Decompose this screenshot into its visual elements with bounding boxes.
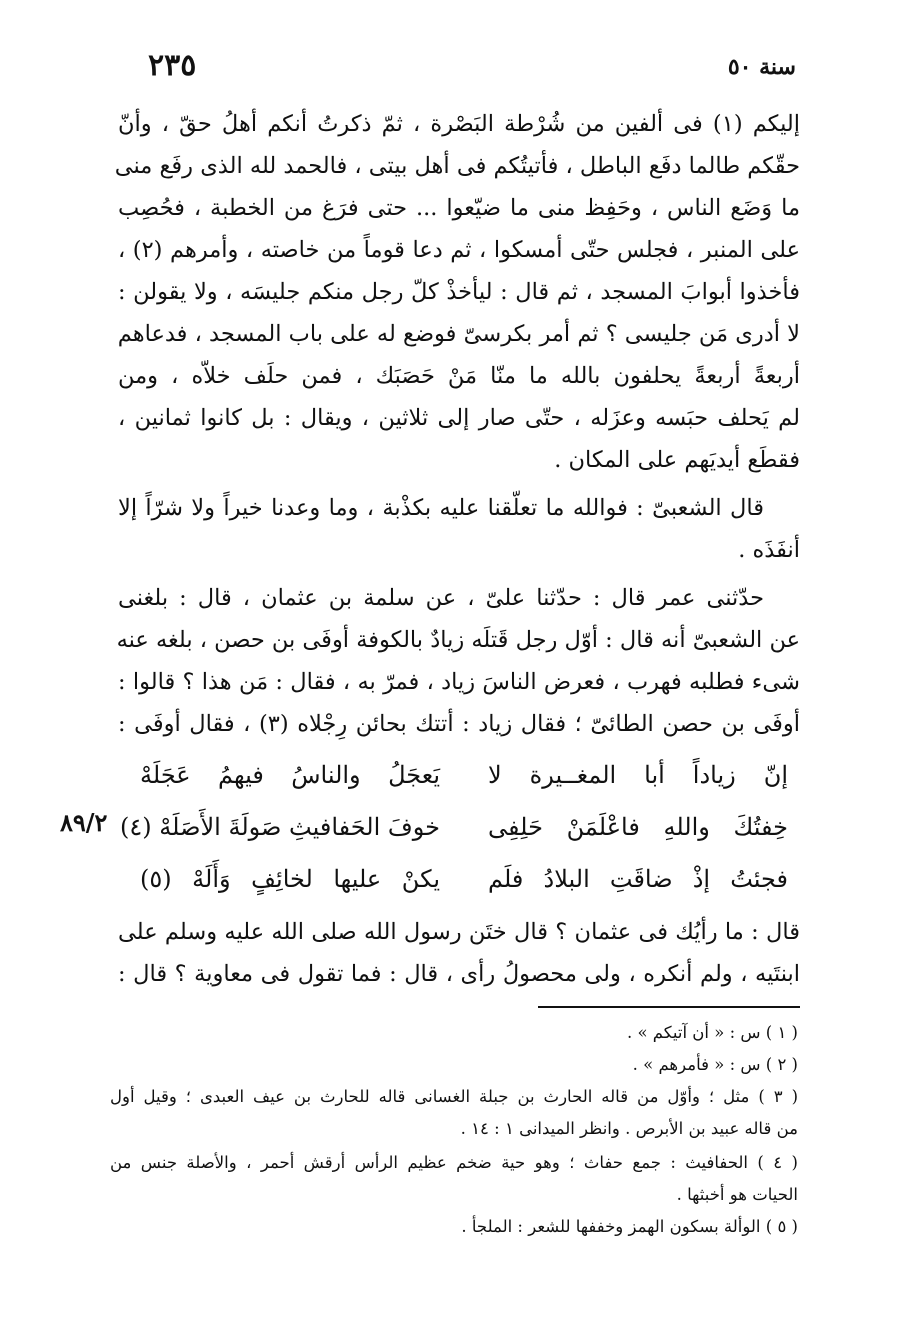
verse-first-hemistich: إنّ زياداً أبا المغــيرة لا	[488, 761, 788, 789]
text-line: لا أدرى مَن جليسى ؟ ثم أمر بكرسىّ فوضع له على باب المسجد ، فدعاهم	[117, 321, 800, 347]
poem-verse	[140, 752, 788, 798]
verse-first-hemistich: فجئتُ إذْ ضاقَتِ البلادُ فلَم	[488, 865, 788, 893]
text-line: قال : ما رأيُك فى عثمان ؟ قال ختَن رسول الله صلى الله عليه وسلم على	[118, 919, 800, 945]
text-line: أربعةً أربعةً يحلفون بالله ما منّا مَنْ حَصَبَك ، فمن حلَف خلاّه ، ومن	[118, 363, 800, 389]
footnote-continuation: من قاله عبيد بن الأبرص . وانظر الميدانى ١ : ١٤ .	[460, 1119, 798, 1138]
text-line: أنفَذَه .	[738, 537, 800, 563]
footnote: ( ٤ ) الحفافيث : جمع حفاث ؛ وهو حية ضخم عظيم الرأس أرقش أحمر ، والأصلة جنس من	[110, 1153, 798, 1172]
verse-first-hemistich: خِفتُكَ واللهِ فاعْلَمَنْ حَلِفِى	[488, 813, 788, 841]
text-line: حقّكم طالما دفَع الباطل ، فأتيتُكم فى أهل بيتى ، فالحمد لله الذى رفَع منى	[114, 153, 800, 179]
poem-verse	[120, 804, 788, 850]
text-line: لم يَحلف حبَسه وعزَله ، حتّى صار إلى ثلاثين ، ويقال : بل كانوا ثمانين ،	[118, 405, 800, 431]
running-header-year: سنة ٥٠	[727, 54, 796, 80]
footnote-continuation: الحيات هو أخبثها .	[676, 1185, 798, 1204]
footnote: ( ١ ) س : « أن آتيكم » .	[626, 1023, 798, 1042]
verse-second-hemistich: يكنْ عليها لخائِفٍ وَأَلَهْ (٥)	[140, 865, 440, 893]
text-line: فأخذوا أبوابَ المسجد ، ثم قال : ليأخذْ كلّ رجل منكم جليسَه ، ولا يقولن :	[118, 279, 800, 305]
footnote: ( ٣ ) مثل ؛ وأوّل من قاله الحارث بن جبلة الغسانى قاله للحارث بن عيف العبدى ؛ وقيل أول	[110, 1087, 799, 1106]
text-line: ما وَضَع الناس ، وحَفِظ منى ما ضيّعوا ... حتى فرَغ من الخطبة ، فحُصِب	[118, 195, 800, 221]
verse-second-hemistich: يَعجَلُ والناسُ فيهمُ عَجَلَهْ	[140, 761, 440, 789]
text-line: أوفَى بن حصن الطائىّ ؛ فقال زياد : أتتك بحائن رِجْلاه (٣) ، فقال أوفَى :	[118, 711, 801, 737]
poem-verse	[140, 856, 788, 902]
text-line: عن الشعبىّ أنه قال : أوّل رجل قَتلَه زيادٌ بالكوفة أوفَى بن حصن ، بلغه عنه	[116, 627, 800, 653]
footnote: ( ٥ ) الوألة بسكون الهمز وخففها للشعر : الملجأ .	[461, 1217, 798, 1236]
footnote: ( ٢ ) س : « فأمرهم » .	[632, 1055, 798, 1074]
text-line: حدّثنى عمر قال : حدّثنا علىّ ، عن سلمة بن عثمان ، قال : بلغنى	[118, 585, 764, 611]
margin-reference: ٨٩/٢	[60, 808, 108, 837]
text-line: شىء فطلبه فهرب ، فعرض الناسَ زياد ، فمرّ به ، فقال : مَن هذا ؟ قالوا :	[118, 669, 800, 695]
text-line: فقطَع أيديَهم على المكان .	[554, 447, 800, 473]
text-line: قال الشعبىّ : فوالله ما تعلّقنا عليه بكذْبة ، وما وعدنا خيراً ولا شرّاً إلا	[118, 495, 764, 521]
page-number: ٢٣٥	[148, 48, 197, 83]
text-line: على المنبر ، فجلس حتّى أمسكوا ، ثم دعا قوماً من خاصته ، وأمرهم (٢) ،	[118, 237, 800, 263]
verse-second-hemistich: خوفَ الحَفافيثِ صَولَةَ الأَصَلَهْ (٤)	[120, 813, 440, 841]
text-line: ابنتَيه ، ولم أنكره ، ولى محصولُ رأى ، قال : فما تقول فى معاوية ؟ قال :	[118, 961, 800, 987]
text-line: إليكم (١) فى ألفين من شُرْطة البَصْرة ، ثمّ ذكرتُ أنكم أهلُ حقّ ، وأنّ	[118, 111, 801, 137]
footnote-separator	[538, 1006, 800, 1008]
